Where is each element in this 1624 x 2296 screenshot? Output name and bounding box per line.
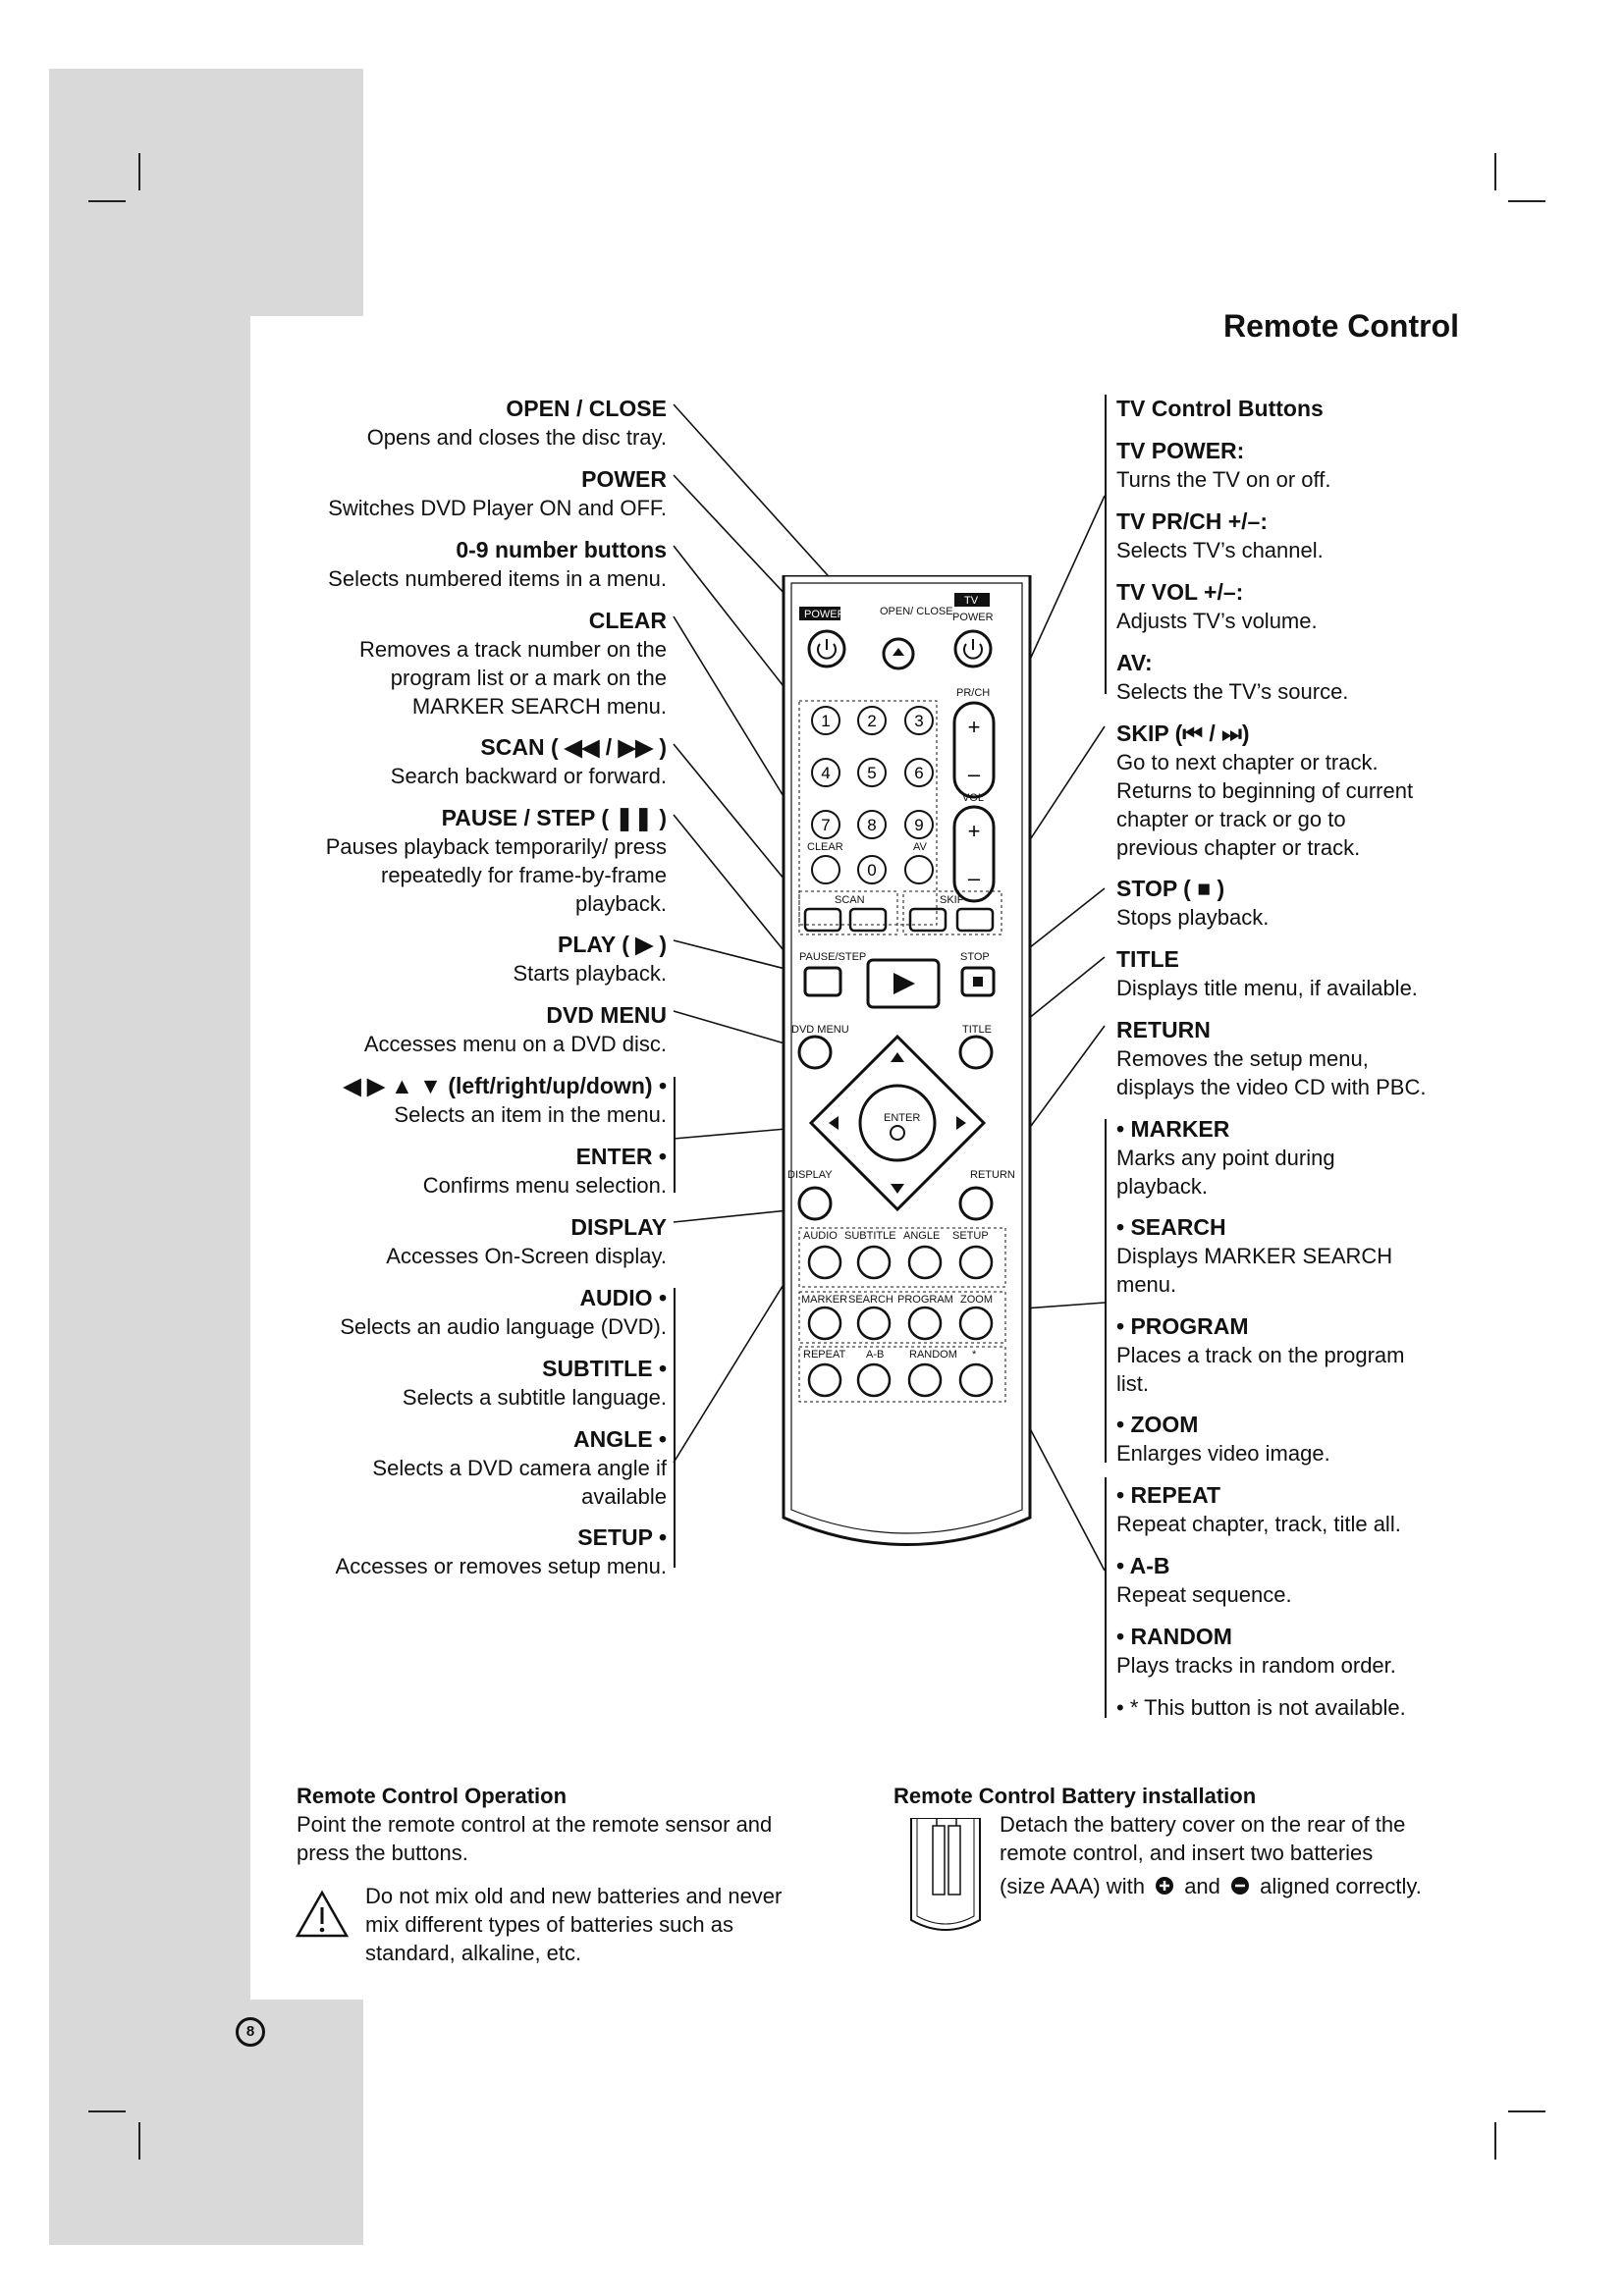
desc-play: Starts playback. xyxy=(513,961,667,986)
plus-icon xyxy=(1155,1876,1174,1896)
desc-skip: chapter or track or go to xyxy=(1116,807,1346,831)
desc-pause-step: Pauses playback temporarily/ press xyxy=(325,834,667,859)
label-stop: STOP ( ■ ) xyxy=(1116,876,1225,901)
remote-label-program: PROGRAM xyxy=(897,1294,953,1306)
battery-text: Detach the battery cover on the rear of the xyxy=(1000,1812,1406,1837)
label-return: RETURN xyxy=(1116,1017,1211,1042)
digit-9: 9 xyxy=(914,816,924,834)
desc-av: Selects the TV’s source. xyxy=(1116,679,1349,704)
remote-label-prch: PR/CH xyxy=(956,687,991,699)
digit-2: 2 xyxy=(867,712,877,730)
remote-control-illustration xyxy=(778,575,1036,1572)
desc-skip: Go to next chapter or track. xyxy=(1116,750,1379,774)
desc-angle: available xyxy=(581,1484,667,1509)
desc-random: Plays tracks in random order. xyxy=(1116,1653,1396,1678)
label-angle: ANGLE • xyxy=(573,1426,667,1452)
label-program: • PROGRAM xyxy=(1116,1313,1249,1339)
svg-text:+: + xyxy=(967,819,981,843)
remote-label-angle: ANGLE xyxy=(903,1230,941,1242)
remote-label-vol: VOL xyxy=(962,792,985,804)
desc-marker: playback. xyxy=(1116,1174,1208,1199)
operation-text: press the buttons. xyxy=(297,1841,468,1865)
remote-label-zoom: ZOOM xyxy=(960,1294,993,1306)
desc-repeat: Repeat chapter, track, title all. xyxy=(1116,1512,1401,1536)
label-pause-step: PAUSE / STEP ( ❚❚ ) xyxy=(441,805,667,830)
battery-heading: Remote Control Battery installation xyxy=(893,1784,1257,1808)
desc-pause-step: playback. xyxy=(575,891,667,916)
digit-5: 5 xyxy=(867,764,877,782)
svg-text:+: + xyxy=(967,715,981,739)
desc-pause-step: repeatedly for frame-by-frame xyxy=(381,863,667,887)
desc-setup: Accesses or removes setup menu. xyxy=(335,1554,667,1578)
digit-0: 0 xyxy=(867,861,877,880)
desc-marker: Marks any point during xyxy=(1116,1146,1335,1170)
battery-text: and xyxy=(1184,1874,1220,1898)
remote-label-marker: MARKER xyxy=(801,1294,848,1306)
desc-clear: Removes a track number on the xyxy=(358,637,667,662)
label-repeat: • REPEAT xyxy=(1116,1482,1221,1508)
desc-tv-vol: Adjusts TV’s volume. xyxy=(1116,609,1318,633)
remote-label-pause-step: PAUSE/STEP xyxy=(799,951,867,963)
remote-label-dvd-menu: DVD MENU xyxy=(791,1024,849,1036)
label-setup: SETUP • xyxy=(577,1524,667,1550)
desc-zoom: Enlarges video image. xyxy=(1116,1441,1330,1466)
label-dvd-menu: DVD MENU xyxy=(546,1002,667,1028)
label-tv-vol: TV VOL +/–: xyxy=(1116,579,1244,605)
desc-skip: previous chapter or track. xyxy=(1116,835,1361,860)
desc-audio: Selects an audio language (DVD). xyxy=(340,1314,667,1339)
svg-text:–: – xyxy=(967,866,981,890)
desc-title: Displays title menu, if available. xyxy=(1116,976,1418,1000)
label-av: AV: xyxy=(1116,650,1153,675)
digit-3: 3 xyxy=(914,712,924,730)
label-title: TITLE xyxy=(1116,946,1179,972)
label-arrows: ◀ ▶ ▲ ▼ (left/right/up/down) • xyxy=(343,1073,667,1098)
remote-label-ab: A-B xyxy=(866,1349,885,1361)
remote-label-random: RANDOM xyxy=(909,1349,957,1361)
remote-label-scan: SCAN xyxy=(835,894,865,906)
desc-open-close: Opens and closes the disc tray. xyxy=(366,425,667,450)
page-title: Remote Control xyxy=(1223,308,1459,344)
desc-skip: Returns to beginning of current xyxy=(1116,778,1414,803)
remote-label-skip: SKIP xyxy=(940,894,965,906)
desc-dvd-menu: Accesses menu on a DVD disc. xyxy=(363,1032,667,1056)
page-number: 8 xyxy=(236,2017,265,2047)
remote-label-subtitle: SUBTITLE xyxy=(844,1230,896,1242)
warning-text: Do not mix old and new batteries and never xyxy=(365,1884,783,1908)
desc-subtitle: Selects a subtitle language. xyxy=(402,1385,667,1410)
label-subtitle: SUBTITLE • xyxy=(542,1356,667,1381)
remote-label-clear: CLEAR xyxy=(807,841,843,853)
remote-label-tv: TV xyxy=(964,595,979,607)
note-not-available: • * This button is not available. xyxy=(1116,1695,1406,1720)
battery-remote-icon xyxy=(907,1818,984,1936)
warning-text: standard, alkaline, etc. xyxy=(365,1941,582,1965)
label-zoom: • ZOOM xyxy=(1116,1412,1199,1437)
desc-tv-power: Turns the TV on or off. xyxy=(1116,467,1331,492)
label-open-close: OPEN / CLOSE xyxy=(506,396,667,421)
label-enter: ENTER • xyxy=(575,1144,667,1169)
label-search: • SEARCH xyxy=(1116,1214,1226,1240)
desc-ab: Repeat sequence. xyxy=(1116,1582,1292,1607)
digit-4: 4 xyxy=(821,764,831,782)
remote-label-search: SEARCH xyxy=(848,1294,893,1306)
minus-icon xyxy=(1230,1876,1250,1896)
digit-1: 1 xyxy=(821,712,831,730)
label-random: • RANDOM xyxy=(1116,1624,1232,1649)
desc-enter: Confirms menu selection. xyxy=(422,1173,667,1198)
remote-label-return: RETURN xyxy=(970,1169,1015,1181)
label-number-buttons: 0-9 number buttons xyxy=(456,537,667,562)
label-play: PLAY ( ▶ ) xyxy=(558,932,667,957)
digit-6: 6 xyxy=(914,764,924,782)
desc-program: list. xyxy=(1116,1371,1149,1396)
remote-label-stop: STOP xyxy=(960,951,990,963)
label-marker: • MARKER xyxy=(1116,1116,1230,1142)
desc-clear: MARKER SEARCH menu. xyxy=(411,694,667,719)
desc-return: Removes the setup menu, xyxy=(1116,1046,1369,1071)
desc-clear: program list or a mark on the xyxy=(390,666,667,690)
desc-arrows: Selects an item in the menu. xyxy=(394,1102,667,1127)
operation-heading: Remote Control Operation xyxy=(297,1784,568,1808)
svg-text:–: – xyxy=(967,762,981,786)
desc-program: Places a track on the program xyxy=(1116,1343,1405,1367)
label-power: POWER xyxy=(581,466,667,492)
remote-label-open-close: OPEN/ CLOSE xyxy=(880,606,953,617)
operation-text: Point the remote control at the remote sensor and xyxy=(297,1812,773,1837)
desc-search: Displays MARKER SEARCH xyxy=(1116,1244,1393,1268)
warning-text: mix different types of batteries such as xyxy=(365,1912,733,1937)
label-audio: AUDIO • xyxy=(579,1285,667,1310)
label-clear: CLEAR xyxy=(588,608,667,633)
battery-text: aligned correctly. xyxy=(1260,1874,1422,1898)
remote-label-tv-power: POWER xyxy=(952,612,994,623)
label-ab: • A-B xyxy=(1116,1553,1170,1578)
desc-search: menu. xyxy=(1116,1272,1177,1297)
desc-stop: Stops playback. xyxy=(1116,905,1270,930)
desc-tv-prch: Selects TV’s channel. xyxy=(1116,538,1324,562)
desc-power: Switches DVD Player ON and OFF. xyxy=(328,496,667,520)
digit-8: 8 xyxy=(867,816,877,834)
warning-icon xyxy=(295,1890,350,1939)
label-tv-prch: TV PR/CH +/–: xyxy=(1116,508,1269,534)
label-scan: SCAN ( ◀◀ / ▶▶ ) xyxy=(480,734,667,760)
remote-label-repeat: REPEAT xyxy=(803,1349,846,1361)
label-tv-control: TV Control Buttons xyxy=(1116,396,1324,421)
battery-text-line3 xyxy=(1000,1872,1422,1900)
remote-label-title: TITLE xyxy=(962,1024,992,1036)
digit-7: 7 xyxy=(821,816,831,834)
remote-label-power: POWER xyxy=(804,609,845,620)
label-tv-power: TV POWER: xyxy=(1116,438,1245,463)
remote-label-star: * xyxy=(972,1349,977,1361)
desc-scan: Search backward or forward. xyxy=(390,764,667,788)
label-display: DISPLAY xyxy=(570,1214,667,1240)
battery-text: (size AAA) with xyxy=(1000,1874,1145,1898)
remote-label-enter: ENTER xyxy=(884,1112,921,1124)
label-skip: SKIP (⏮ / ⏭) xyxy=(1116,721,1250,746)
battery-text: remote control, and insert two batteries xyxy=(1000,1841,1374,1865)
desc-angle: Selects a DVD camera angle if xyxy=(372,1456,667,1480)
desc-display: Accesses On-Screen display. xyxy=(386,1244,667,1268)
remote-label-av: AV xyxy=(913,841,927,853)
desc-return: displays the video CD with PBC. xyxy=(1116,1075,1427,1099)
remote-label-display: DISPLAY xyxy=(787,1169,833,1181)
remote-label-audio: AUDIO xyxy=(803,1230,838,1242)
desc-number-buttons: Selects numbered items in a menu. xyxy=(328,566,667,591)
remote-label-setup: SETUP xyxy=(952,1230,989,1242)
